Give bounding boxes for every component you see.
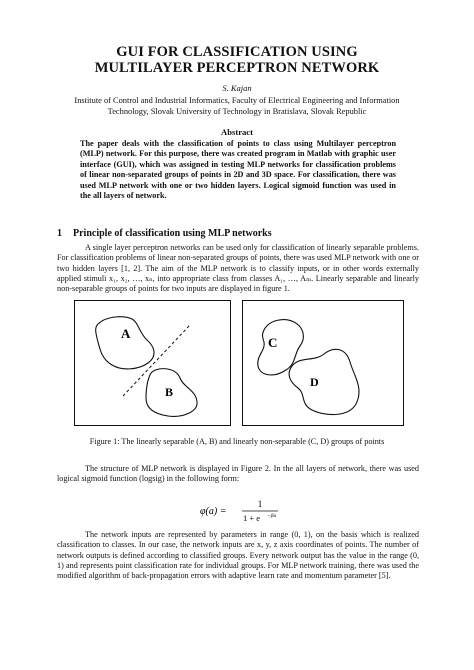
formula-exponent: −βa [267,513,277,519]
figure-caption: Figure 1: The linearly separable (A, B) and linearly non-separable (C, D) groups of points [89,437,385,446]
paper-title-line-2: MULTILAYER PERCEPTRON NETWORK [94,60,380,76]
group-c-label: C [268,335,278,350]
group-b-label: B [165,385,174,399]
group-d-region [289,349,359,414]
section-number: 1 [57,228,62,239]
abstract-heading: Abstract [221,127,253,137]
group-d-label: D [310,375,319,389]
group-c-region [258,320,304,375]
paragraph-2-text: The structure of MLP network is displayed in Figure 2. In the all layers of network, there was used logical sigmoid function (logsig) in the following form: [57,464,419,484]
group-a-label: A [121,326,131,341]
author-affiliation: Institute of Control and Industrial Informatics, Faculty of Electrical Engineering and Information Technology, Slovak University of Technology in Bratislava, Slovak Republic [74,96,400,116]
formula-lhs: φ(a) = [200,506,227,517]
formula-denominator: 1 + e [243,513,261,523]
section-title: Principle of classification using MLP networks [73,228,272,239]
paragraph-3 [57,530,419,581]
paragraph-1 [57,243,419,294]
paper-title-line-1: GUI FOR CLASSIFICATION USING [116,44,358,60]
separating-line [123,325,190,396]
paragraph-3-text: The network inputs are represented by parameters in range (0, 1), on the basis which is realized classification to classes. In our case, the network inputs are x, y, z axis coordinates of points. The number of network outputs is defined according to classified groups. Every network output has the value in the range (0, 1) and represents point classification rate for individual groups. For MLP network training, there was used the modified algorithm of back-propagation errors with adaptive learn rate and momentum parameter [5]. [57,530,419,581]
author-name: S. Kajan [222,83,252,93]
paragraph-1-text: A single layer perceptron networks can be used only for classification of linearly separable problems. For classification problems of linear non-separated groups of points, there was used MLP network with one or two hidden layers [1, 2]. The aim of the MLP network is to classify inputs, or in other words externally applied stimuli x₁, x₂, …, xₙ, into appropriate class from classes A₁, …, Aₘ. Linearly separable and linearly non-separable groups of points for two inputs are displayed in figure 1. [57,243,419,294]
figure-right-panel [243,301,404,426]
figure-1 [74,300,404,426]
abstract-text: The paper deals with the classification of points to class using Multilayer perceptron (MLP) network. For this purpose, there was created program in Matlab with graphic user interface (GUI), which was assigned in testing MLP networks for classification problems of linear non-separated groups of points in 2D and 3D space. For classification, there was used MLP network with one or two hidden layers. Logical sigmoid function was used in the all layers of network. [80,139,396,201]
section-heading [57,228,272,239]
paragraph-2 [57,464,419,485]
group-a-region [96,317,154,369]
logsig-formula [200,496,280,526]
formula-numerator: 1 [257,499,263,509]
figure-left-panel [75,301,231,426]
